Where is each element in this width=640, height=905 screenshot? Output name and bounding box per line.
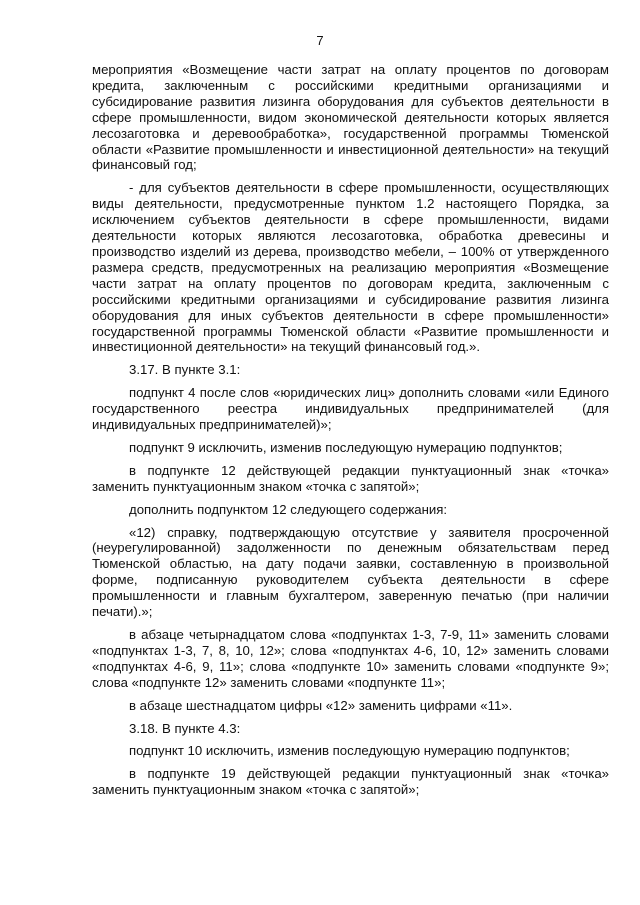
paragraph: в подпункте 12 действующей редакции пунктуационный знак «точка» заменить пунктуационным знаком «точка с запятой»; bbox=[92, 462, 609, 494]
paragraph: в абзаце четырнадцатом слова «подпунктах 1-3, 7-9, 11» заменить словами «подпунктах 1-3, 7, 8, 10, 12»; слова «подпунктах 4-6, 10, 12» заменить словами «подпунктах 4-6, 9, 11»; слова «подпункте 10» заменить словами «подпункте 9»; слова «подпункте 12» заменить словами «подпункте 11»; bbox=[92, 627, 609, 690]
section-heading: 3.18. В пункте 4.3: bbox=[129, 720, 241, 736]
section-heading: 3.17. В пункте 3.1: bbox=[129, 362, 241, 378]
paragraph: мероприятия «Возмещение части затрат на оплату процентов по договорам кредита, заключенным с российскими кредитными организациями и субсидирование развития лизинга оборудования для субъектов деятельности в сфере промышленности, видом экономической деятельности которых является лесозаготовка и деревообработка», государственной программы Тюменской области «Развитие промышленности и инвестиционной деятельности» на текущий финансовый год; bbox=[92, 62, 609, 173]
document-body bbox=[92, 62, 609, 798]
paragraph: подпункт 9 исключить, изменив последующую нумерацию подпунктов; bbox=[129, 439, 563, 455]
paragraph: дополнить подпунктом 12 следующего содержания: bbox=[129, 501, 448, 517]
paragraph: «12) справку, подтверждающую отсутствие у заявителя просроченной (неурегулированной) задолженности по денежным обязательствам перед Тюменской областью, на дату подачи заявки, составленную в произвольной форме, подписанную руководителем субъекта деятельности в сфере промышленности и главным бухгалтером, заверенную печатью (при наличии печати).»; bbox=[92, 524, 609, 620]
paragraph: - для субъектов деятельности в сфере промышленности, осуществляющих виды деятельности, предусмотренные пунктом 1.2 настоящего Порядка, за исключением субъектов деятельности в сфере промышленности, видами деятельности которых являются лесозаготовка, обработка древесины и производство изделий из дерева, производство мебели, – 100% от утвержденного размера средств, предусмотренных на реализацию мероприятия «Возмещение части затрат на оплату процентов по договорам кредита, заключенным с российскими кредитными организациями и субсидирование развития лизинга оборудования для иных субъектов деятельности в сфере промышленности» государственной программы Тюменской области «Развитие промышленности и инвестиционной деятельности» на текущий финансовый год.». bbox=[92, 180, 609, 355]
page-number: 7 bbox=[316, 33, 324, 48]
paragraph: подпункт 10 исключить, изменив последующую нумерацию подпунктов; bbox=[129, 743, 570, 759]
paragraph: подпункт 4 после слов «юридических лиц» дополнить словами «или Единого государственного реестра индивидуальных предпринимателей (для индивидуальных предпринимателей)»; bbox=[92, 385, 609, 433]
paragraph: в абзаце шестнадцатом цифры «12» заменить цифрами «11». bbox=[129, 697, 513, 713]
paragraph: в подпункте 19 действующей редакции пунктуационный знак «точка» заменить пунктуационным знаком «точка с запятой»; bbox=[92, 766, 609, 798]
